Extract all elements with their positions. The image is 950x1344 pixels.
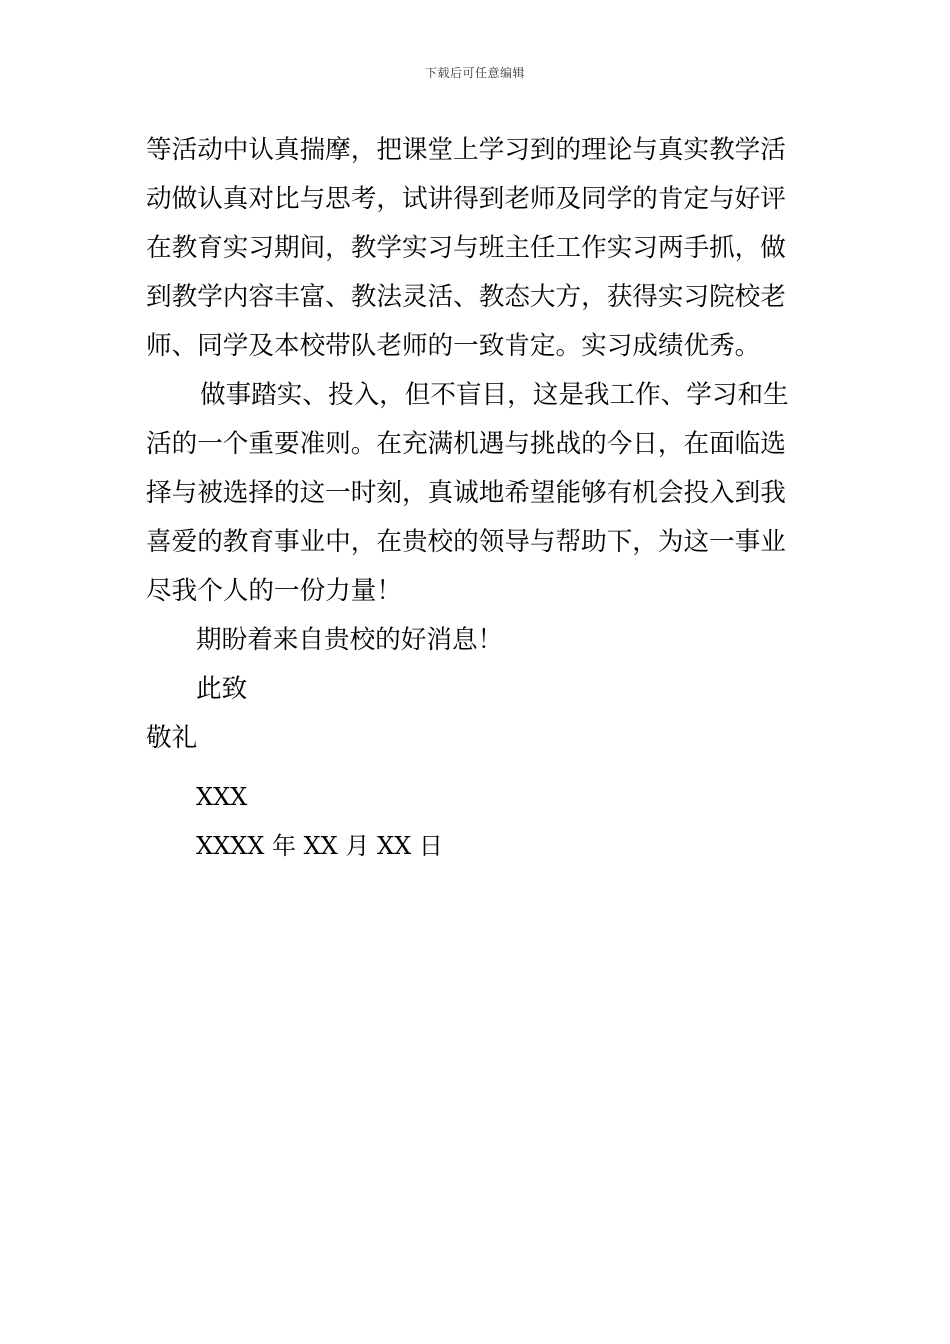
paragraph-line: 做事踏实、投入，但不盲目，这是我工作、学习和生 [200, 380, 789, 410]
paragraph-line: 在教育实习期间，教学实习与班主任工作实习两手抓，做 [146, 233, 786, 263]
paragraph-line: 活的一个重要准则。在充满机遇与挑战的今日，在面临选 [146, 429, 786, 459]
paragraph-line: 择与被选择的这一时刻，真诚地希望能够有机会投入到我 [146, 478, 786, 508]
paragraph-line: 等活动中认真揣摩，把课堂上学习到的理论与真实教学活 [146, 135, 786, 165]
signature-name: XXX [196, 783, 248, 811]
letter-body [146, 126, 812, 763]
closing-salutation: 此致 [196, 674, 248, 704]
paragraph-line: 到教学内容丰富、教法灵活、教态大方，获得实习院校老 [146, 282, 786, 312]
page-header: 下载后可任意编辑 [424, 66, 525, 80]
signature-date: XXXX 年 XX 月 XX 日 [196, 832, 443, 860]
paragraph-line: 喜爱的教育事业中，在贵校的领导与帮助下，为这一事业 [146, 527, 786, 557]
closing-hope: 期盼着来自贵校的好消息！ [196, 625, 504, 655]
paragraph-line: 尽我个人的一份力量！ [146, 576, 402, 606]
paragraph-line: 动做认真对比与思考，试讲得到老师及同学的肯定与好评 [146, 184, 786, 214]
paragraph-line: 师、同学及本校带队老师的一致肯定。实习成绩优秀。 [146, 331, 761, 361]
closing-regards: 敬礼 [146, 723, 198, 753]
signature-block [196, 773, 443, 871]
